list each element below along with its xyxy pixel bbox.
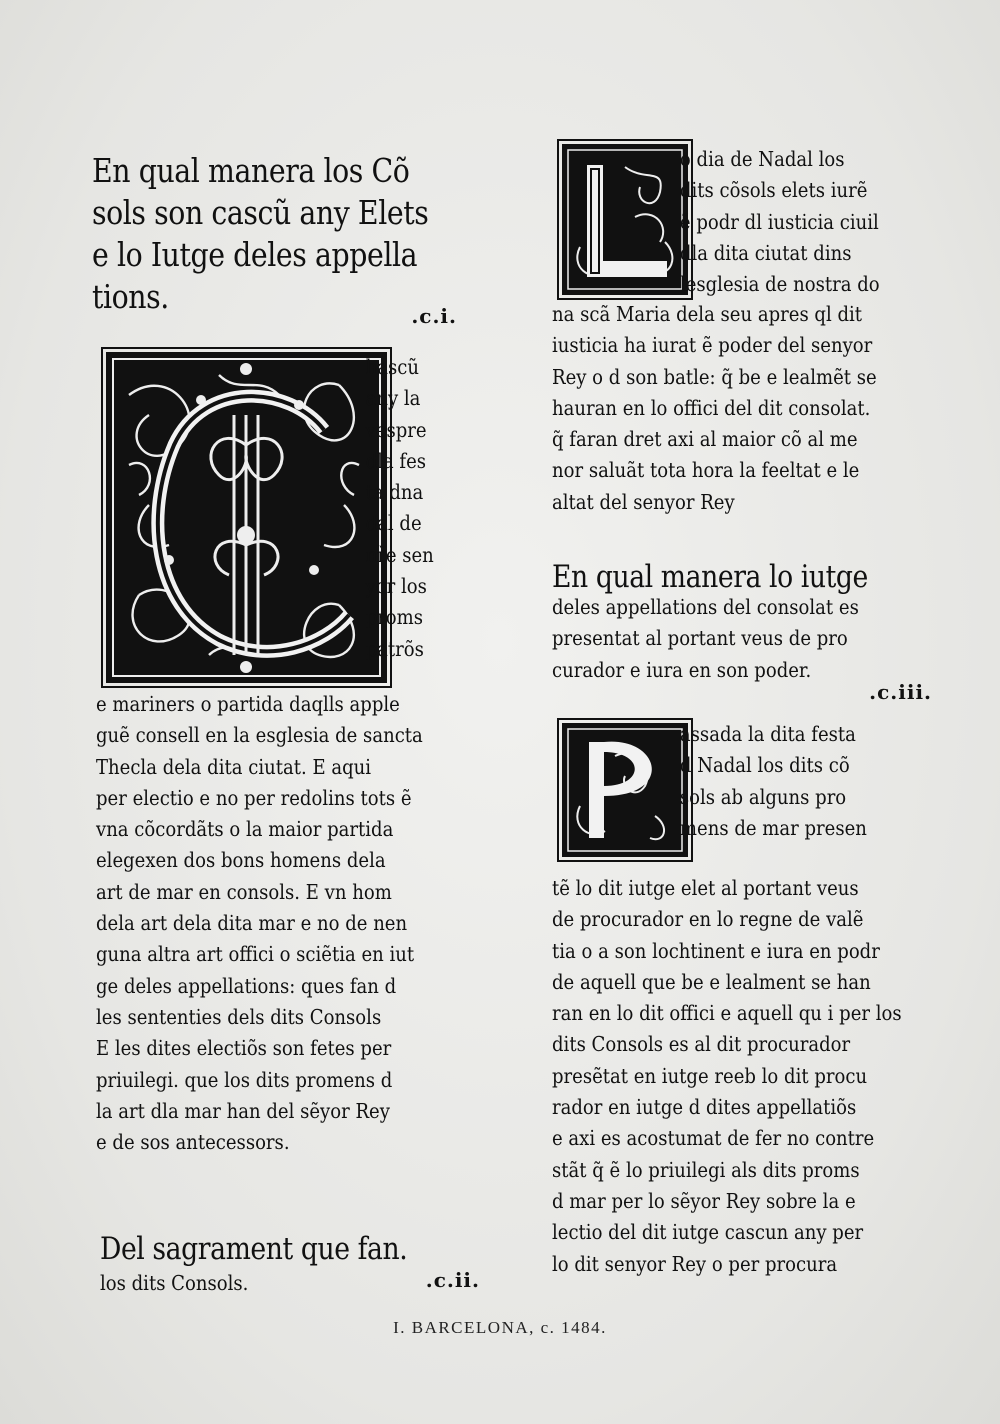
text-line: guẽ consell en la esglesia de sancta [96, 723, 423, 748]
text-line: de aquell que be e lealment se han [552, 969, 871, 994]
heading-2-line2: los dits Consols. [100, 1271, 249, 1295]
text-line: vespre [365, 417, 427, 442]
text-line: art de mar en consols. E vn hom [96, 879, 392, 904]
heading-1-line: e lo Iutge deles appella [92, 235, 418, 274]
text-line: Rey o d son batle: q̃ be e lealmẽt se [552, 364, 877, 389]
text-line: yor los [365, 574, 427, 599]
heading-1-line: tions. [92, 277, 169, 316]
heading-2-block [100, 1230, 500, 1299]
text-line: any la [365, 386, 421, 411]
text-line: presẽtat en iutge reeb lo dit procu [552, 1063, 868, 1088]
text-line: Thecla dela dita ciutat. E aqui [96, 754, 372, 779]
text-line: ran en lo dit offici e aquell qu i per los [552, 1001, 902, 1026]
paragraph-right-1-continued [552, 299, 913, 518]
text-line: proms [365, 605, 424, 630]
text-line: na scã Maria dela seu apres ql dit [552, 302, 863, 326]
left-column [92, 150, 480, 1295]
paragraph-1-beside-initial [106, 352, 434, 665]
text-line: mens de mar presen [679, 815, 867, 840]
heading-1-line: sols son cascũ any Elets [92, 193, 429, 232]
text-line: lesglesia de nostra do [679, 272, 880, 297]
text-line: les sententies dels dits Consols [96, 1004, 382, 1029]
text-line: dela art dela dita mar e no de nen [96, 911, 408, 936]
heading-1 [92, 150, 479, 318]
text-line: dits Consols es al dit procurador [552, 1032, 851, 1057]
text-line: e axi es acostumat de fer no contre [552, 1126, 875, 1151]
text-line: tia o a son lochtinent e iura en podr [552, 938, 880, 963]
chapter-number-3: .c.iii. [869, 679, 932, 704]
text-line: sols ab alguns pro [679, 784, 847, 809]
text-line: dal de [365, 511, 422, 536]
text-line: ta dna [365, 480, 424, 505]
text-line: priuilegi. que los dits promens d [96, 1067, 393, 1092]
heading-3-block [552, 558, 952, 704]
text-line: dla dita ciutat dins [679, 240, 852, 265]
text-line: stãt q̃ ẽ lo priuilegi als dits proms [552, 1157, 860, 1182]
text-line: guna altra art offici o sciẽtia en iut [96, 942, 415, 967]
paragraph-right-2-continued [552, 873, 913, 1280]
heading-2-subline [100, 1268, 480, 1299]
text-line: e mariners o partida daqlls apple [96, 692, 400, 716]
text-line: dits cõsols elets iurẽ [679, 178, 868, 203]
text-line: vna cõcordãts o la maior partida [96, 817, 394, 842]
text-line: d Nadal los dits cõ [679, 753, 850, 778]
heading-3: En qual manera lo iutge [552, 559, 868, 595]
paragraph-right-2-beside-initial [562, 719, 867, 844]
text-line: nře sen [365, 542, 434, 567]
text-line: iusticia ha iurat ẽ poder del senyor [552, 333, 873, 358]
paragraph-right-1 [562, 144, 917, 300]
text-line: elegexen dos bons homens dela [96, 848, 386, 873]
heading-2: Del sagrament que fan. [100, 1231, 408, 1267]
text-line: patrõs [365, 636, 424, 661]
text-line: altat del senyor Rey [552, 489, 735, 514]
paragraph-right-1-beside-initial [562, 144, 880, 300]
text-line: deles appellations del consolat es [552, 595, 859, 619]
text-line: hauran en lo offici del dit consolat. [552, 395, 871, 420]
text-line: rador en iutge d dites appellatiõs [552, 1095, 857, 1120]
text-line: hascũ [365, 355, 419, 379]
chapter-number-2: .c.ii. [425, 1268, 480, 1292]
text-line: q̃ faran dret axi al maior cõ al me [552, 427, 858, 452]
heading-3-continuation [552, 592, 913, 686]
text-line: presentat al portant veus de pro [552, 626, 848, 651]
text-line: de procurador en lo regne de valẽ [552, 907, 864, 932]
paragraph-1-continued [96, 689, 474, 1158]
text-line: o dia de Nadal los [679, 147, 845, 171]
text-line: assada la dita festa [679, 722, 856, 746]
text-line: per electio e no per redolins tots ẽ [96, 785, 412, 810]
text-line: E les dites electiõs son fetes per [96, 1036, 392, 1061]
text-line: lectio del dit iutge cascun any per [552, 1220, 864, 1245]
text-line: curador e iura en son poder. [552, 657, 812, 682]
paragraph-right-2 [562, 723, 922, 861]
text-line: nor saluãt tota hora la feeltat e le [552, 458, 860, 483]
text-line: la art dla mar han del sẽyor Rey [96, 1098, 390, 1123]
chapter-number-1: .c.i. [411, 304, 457, 328]
heading-1-line: En qual manera los Cõ [92, 151, 410, 190]
text-line: d mar per lo sẽyor Rey sobre la e [552, 1188, 856, 1213]
page-caption: I. BARCELONA, c. 1484. [393, 1318, 607, 1337]
text-line: e de sos antecessors. [96, 1130, 290, 1155]
right-column [552, 147, 932, 1276]
text-line: lo dit senyor Rey o per procura [552, 1251, 838, 1276]
paragraph-1 [106, 352, 477, 665]
text-line: dla fes [365, 448, 427, 473]
text-line: ẽ podr dl iusticia ciuil [679, 209, 879, 234]
text-line: tẽ lo dit iutge elet al portant veus [552, 876, 859, 900]
text-line: ge deles appellations: ques fan d [96, 973, 397, 998]
